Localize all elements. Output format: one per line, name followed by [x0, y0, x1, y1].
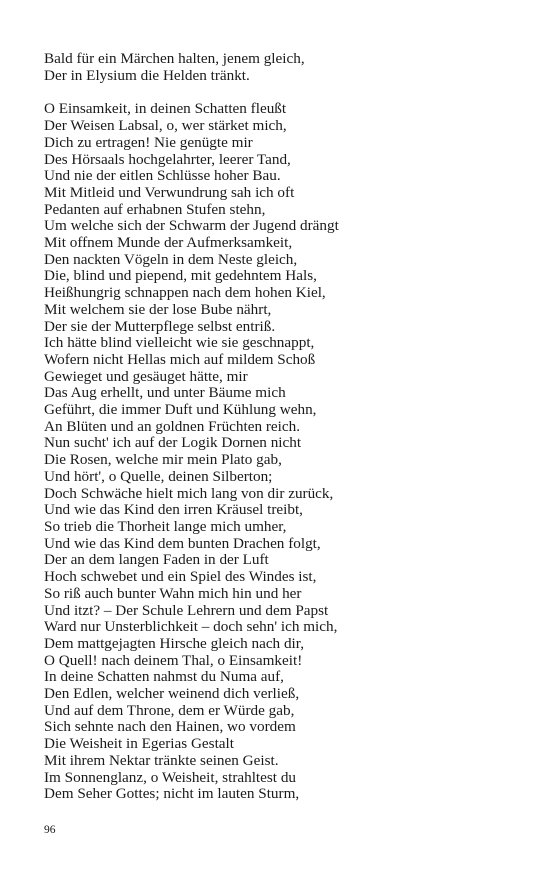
poem-line: Der an dem langen Faden in der Luft: [44, 551, 269, 569]
poem-line: Im Sonnenglanz, o Weisheit, strahltest du: [44, 768, 297, 786]
poem-line: Geführt, die immer Duft und Kühlung wehn,: [44, 401, 317, 419]
poem-line: Sich sehnte nach den Hainen, wo vordem: [44, 718, 296, 736]
poem-line: Dich zu ertragen! Nie genügte mir: [44, 133, 253, 151]
poem-line: Und auf dem Throne, dem er Würde gab,: [44, 701, 295, 719]
poem-line: Mit ihrem Nektar tränkte seinen Geist.: [44, 751, 279, 769]
poem-line: Und itzt? – Der Schule Lehrern und dem Papst: [44, 601, 329, 619]
poem-line: Die Weisheit in Egerias Gestalt: [44, 735, 234, 753]
poem-line: Des Hörsaals hochgelahrter, leerer Tand,: [44, 150, 291, 168]
poem-line: Den Edlen, welcher weinend dich verließ,: [44, 685, 300, 703]
poem-line: Gewieget und gesäuget hätte, mir: [44, 367, 248, 385]
poem-line: Ich hätte blind vielleicht wie sie geschnappt,: [44, 334, 315, 352]
poem-line: Der sie der Mutterpflege selbst entriß.: [44, 317, 276, 335]
poem-line: Um welche sich der Schwarm der Jugend drängt: [44, 217, 339, 235]
poem-line: Das Aug erhellt, und unter Bäume mich: [44, 384, 286, 402]
poem-line: O Quell! nach deinem Thal, o Einsamkeit!: [44, 651, 303, 669]
poem-line: Und hört', o Quelle, deinen Silberton;: [44, 467, 273, 485]
poem-line: Der in Elysium die Helden tränkt.: [44, 66, 250, 84]
page-number: 96: [44, 824, 56, 836]
poem-line: Bald für ein Märchen halten, jenem gleich,: [44, 50, 305, 67]
poem-line: O Einsamkeit, in deinen Schatten fleußt: [44, 100, 287, 118]
poem-line: Der Weisen Labsal, o, wer stärket mich,: [44, 117, 287, 135]
poem-line: Dem Seher Gottes; nicht im lauten Sturm,: [44, 785, 300, 803]
poem-line: So riß auch bunter Wahn mich hin und her: [44, 584, 302, 602]
poem-line: Den nackten Vögeln in dem Neste gleich,: [44, 250, 298, 268]
poem-line: Dem mattgejagten Hirsche gleich nach dir,: [44, 634, 305, 652]
poem-line: Hoch schwebet und ein Spiel des Windes ist,: [44, 568, 317, 586]
poem-line: Pedanten auf erhabnen Stufen stehn,: [44, 200, 266, 218]
poem-text: [44, 51, 524, 803]
poem-line: Doch Schwäche hielt mich lang von dir zurück,: [44, 484, 334, 502]
poem-line: In deine Schatten nahmst du Numa auf,: [44, 668, 284, 686]
poem-line: An Blüten und an goldnen Früchten reich.: [44, 417, 301, 435]
poem-line: Heißhungrig schnappen nach dem hohen Kiel,: [44, 284, 326, 302]
poem-line: Die, blind und piepend, mit gedehntem Hals,: [44, 267, 317, 285]
stanza: [44, 51, 524, 84]
poem-line: So trieb die Thorheit lange mich umher,: [44, 517, 287, 535]
poem-line: Mit welchem sie der lose Bube nährt,: [44, 300, 272, 318]
stanza: [44, 101, 524, 803]
poem-line: Und wie das Kind den irren Kräusel treibt,: [44, 501, 303, 519]
poem-line: Nun sucht' ich auf der Logik Dornen nicht: [44, 434, 302, 452]
poem-line: Und nie der eitlen Schlüsse hoher Bau.: [44, 167, 281, 185]
poem-line: Und wie das Kind dem bunten Drachen folgt,: [44, 534, 321, 552]
poem-line: Mit Mitleid und Verwundrung sah ich oft: [44, 183, 295, 201]
poem-line: Ward nur Unsterblichkeit – doch sehn' ich mich,: [44, 618, 338, 636]
poem-line: Wofern nicht Hellas mich auf mildem Schoß: [44, 350, 316, 368]
poem-line: Mit offnem Munde der Aufmerksamkeit,: [44, 234, 293, 252]
poem-line: Die Rosen, welche mir mein Plato gab,: [44, 451, 282, 469]
